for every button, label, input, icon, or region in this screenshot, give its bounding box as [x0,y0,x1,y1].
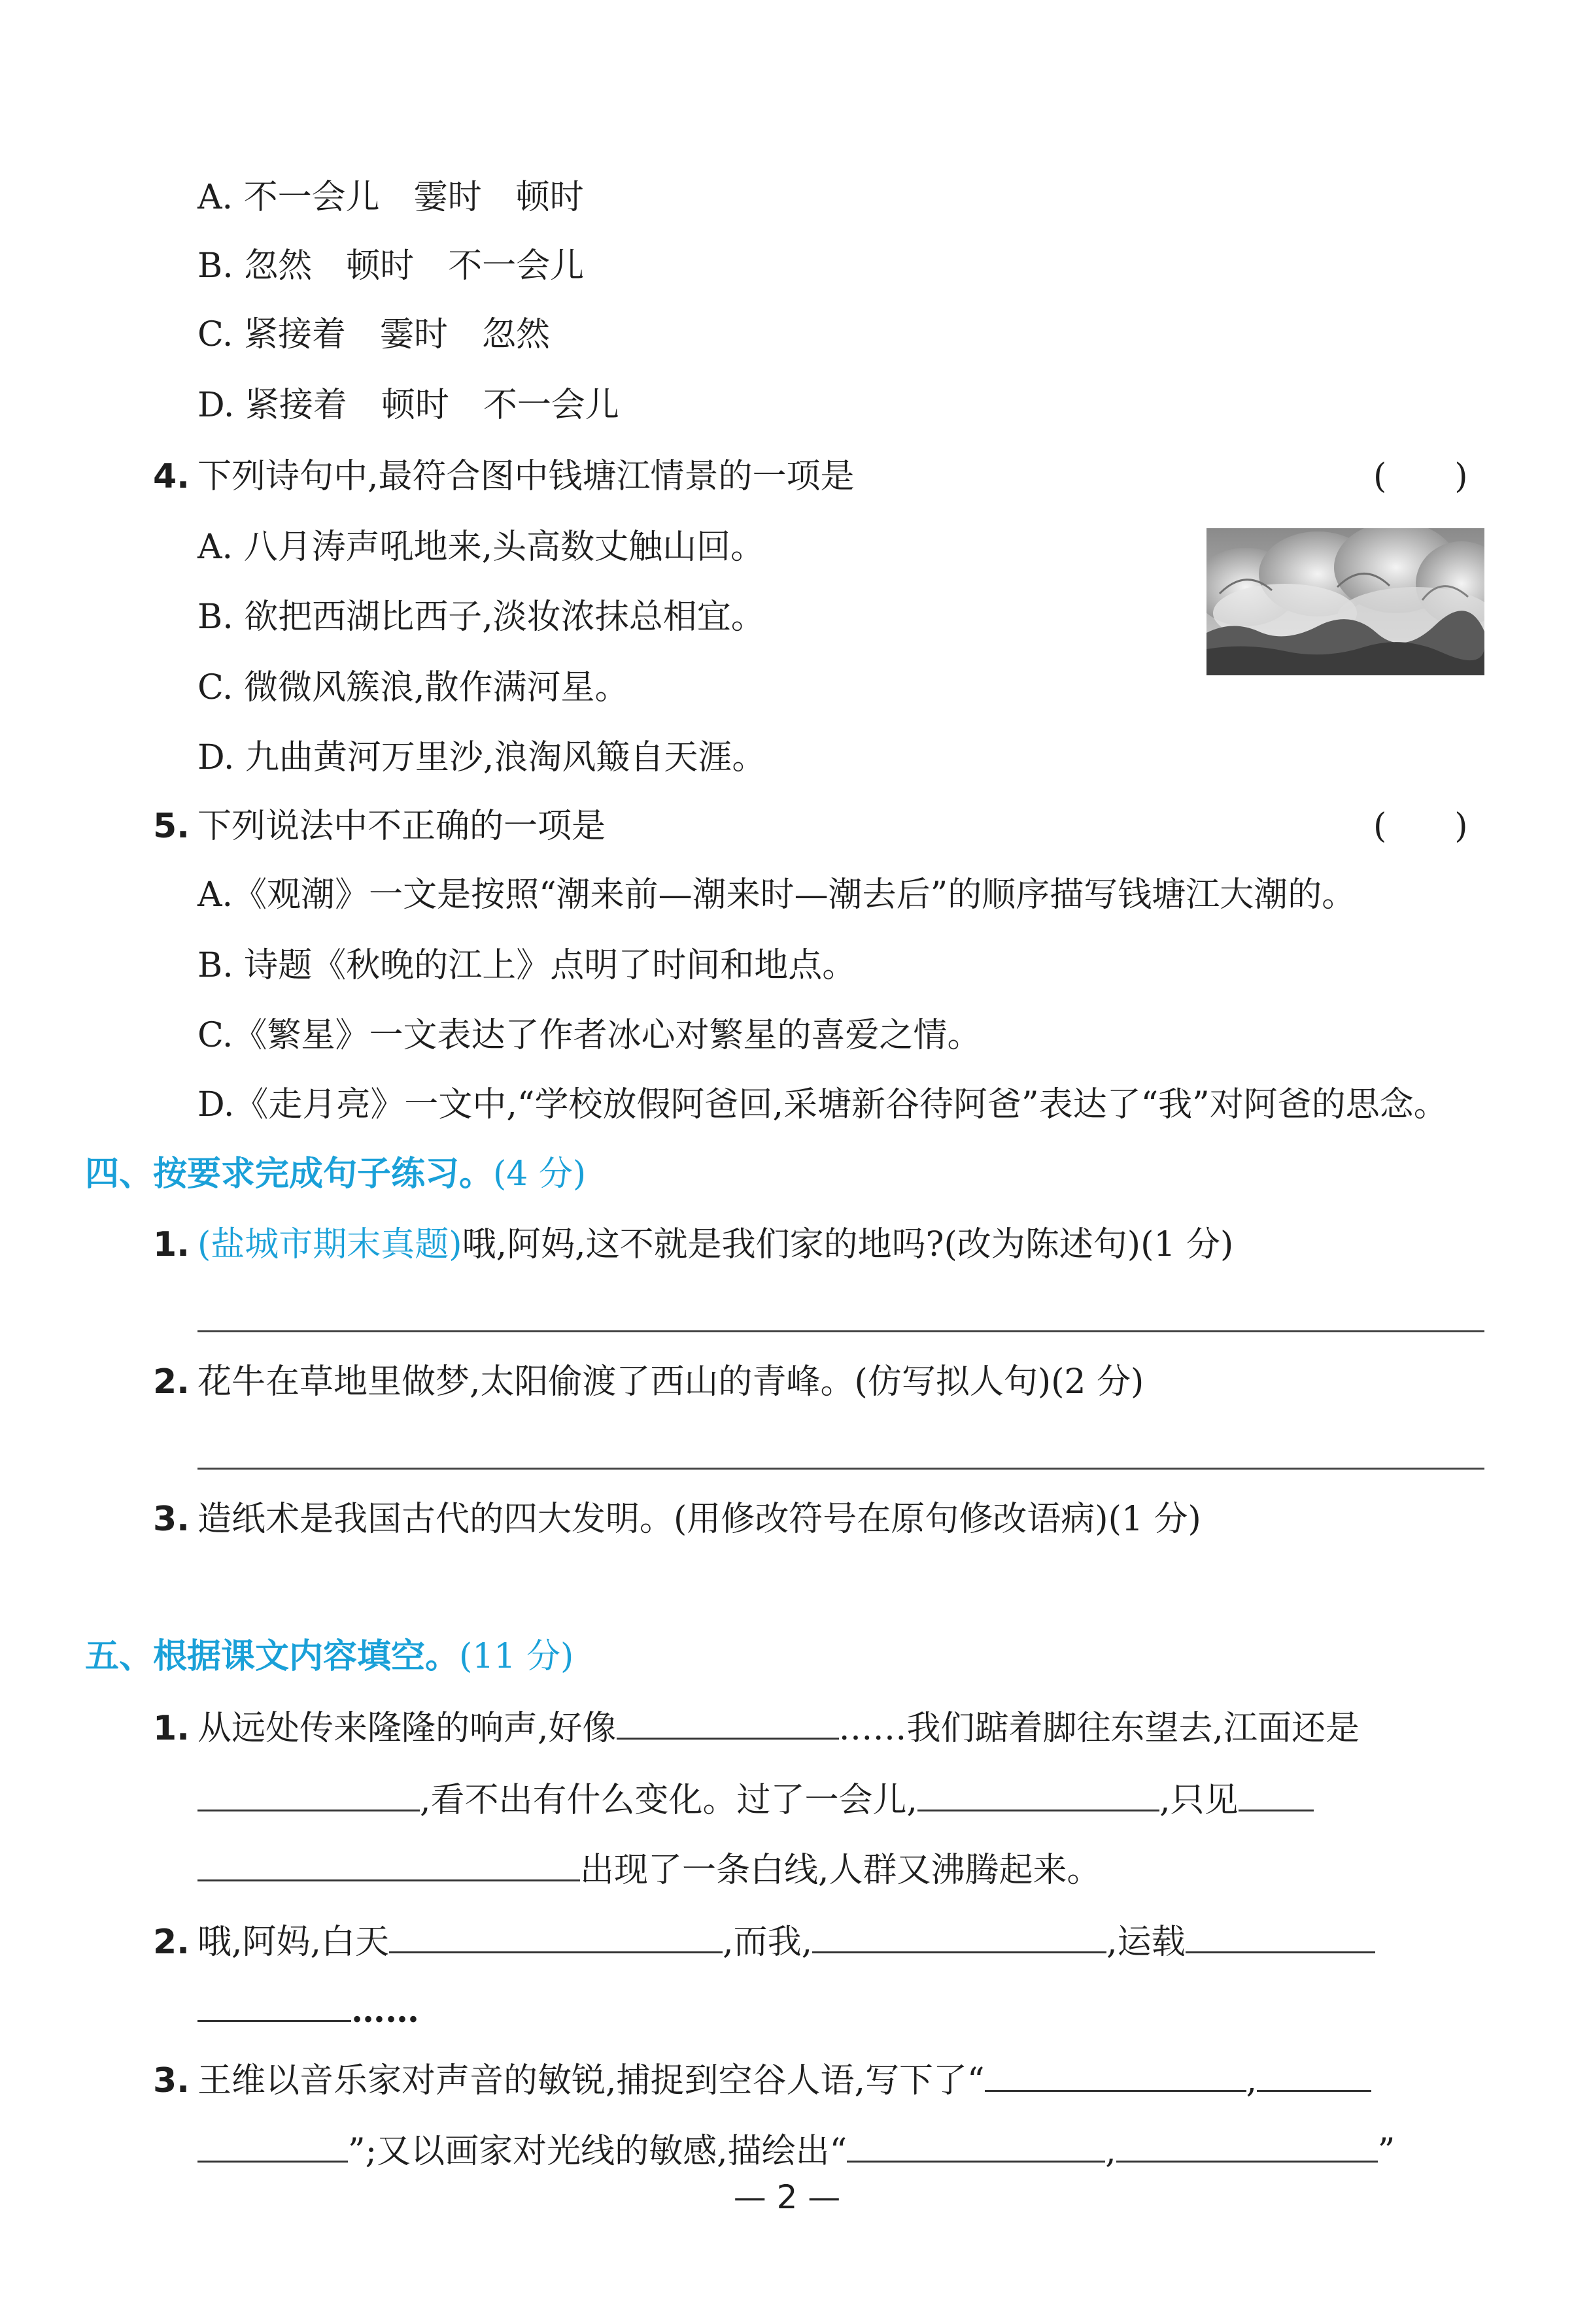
sec5-q2-blank-3b[interactable] [197,1987,351,2022]
sec5-q3-close-quote: ” [1377,2132,1395,2171]
q5-answer-paren[interactable]: ( ) [1373,807,1468,846]
q3-option-a: A. 不一会儿 霎时 顿时 [197,178,584,217]
sec5-q2-number: 2. [153,1923,190,1962]
sec5-q1-blank-3[interactable] [917,1777,1159,1811]
sec5-q1-line1 [153,1705,1360,1749]
page-number: — 2 — [733,2178,841,2216]
sec5-q2-text-2: ,而我, [723,1923,813,1962]
sec4-item-1-text: 哦,阿妈,这不就是我们家的地吗?(改为陈述句)(1 分) [462,1225,1234,1264]
q5-option-a: A.《观潮》一文是按照“潮来前—潮来时—潮去后”的顺序描写钱塘江大潮的。 [197,875,1356,915]
q4-text: 下列诗句中,最符合图中钱塘江情景的一项是 [197,457,855,496]
sec5-q3-blank-3[interactable] [847,2128,1105,2163]
q3-option-b: B. 忽然 顿时 不一会儿 [197,246,585,286]
tide-wave-image [1206,528,1484,675]
sec5-q1-blank-4a[interactable] [1239,1777,1314,1811]
section-5-heading [85,1636,573,1677]
sec5-q3-blank-1[interactable] [985,2057,1246,2092]
q5-option-b: B. 诗题《秋晚的江上》点明了时间和地点。 [197,946,857,985]
section-4-heading [85,1153,586,1195]
sec4-item-1 [153,1224,1233,1266]
sec5-q1-line3 [197,1847,1101,1891]
sec5-q1-text-2: ……我们踮着脚往东望去,江面还是 [838,1709,1360,1748]
q3-option-c: C. 紧接着 霎时 忽然 [197,315,550,354]
section-5-title: 五、根据课文内容填空。 [85,1637,460,1676]
sec5-q3-comma-1: , [1246,2061,1257,2100]
q4-answer-paren[interactable]: ( ) [1373,457,1468,496]
sec5-q2-blank-1[interactable] [389,1919,723,1953]
q3-option-d: D. 紧接着 顿时 不一会儿 [197,386,619,425]
sec5-q1-text-5: 出现了一条白线,人群又沸腾起来。 [580,1851,1101,1890]
q4-number: 4. [153,457,190,496]
sec5-q3-blank-4[interactable] [1116,2128,1378,2163]
sec5-q3-text-3: ”;又以画家对光线的敏感,描绘出“ [348,2132,847,2171]
sec4-item-2-number: 2. [153,1362,190,1402]
q5-stem [153,805,606,847]
sec5-q3-comma-2: , [1105,2132,1116,2171]
sec5-q1-blank-1[interactable] [617,1705,839,1740]
sec4-item-3-number: 3. [153,1500,190,1539]
sec4-item-3-text: 造纸术是我国古代的四大发明。(用修改符号在原句修改语病)(1 分) [197,1500,1201,1539]
sec5-q2-text-1: 哦,阿妈,白天 [197,1923,390,1962]
sec5-q3-line2 [197,2128,1395,2172]
q5-number: 5. [153,807,190,846]
section-4-points: (4 分) [493,1154,587,1194]
sec5-q2-blank-3a[interactable] [1186,1919,1375,1953]
sec5-q3-number: 3. [153,2061,190,2100]
sec5-q1-text-1: 从远处传来隆隆的响声,好像 [197,1709,617,1748]
sec4-item-3 [153,1498,1201,1540]
sec4-item-1-source: (盐城市期末真题) [197,1225,462,1264]
sec5-q3-text-1: 王维以音乐家对声音的敏锐,捕捉到空谷人语,写下了“ [197,2061,985,2100]
sec5-q2-ellipsis: …… [351,1991,419,2030]
sec4-item-2-text: 花牛在草地里做梦,太阳偷渡了西山的青峰。(仿写拟人句)(2 分) [197,1362,1144,1402]
sec5-q1-line2 [197,1777,1314,1821]
sec5-q3-line1 [153,2057,1371,2102]
sec5-q2-text-3: ,运载 [1106,1923,1186,1962]
q5-option-d: D.《走月亮》一文中,“学校放假阿爸回,采塘新谷待阿爸”表达了“我”对阿爸的思念。 [197,1085,1448,1124]
sec5-q2-line2 [197,1987,419,2032]
q4-option-d: D. 九曲黄河万里沙,浪淘风簸自天涯。 [197,738,766,777]
q4-option-c: C. 微微风簇浪,散作满河星。 [197,668,629,707]
sec5-q3-blank-2b[interactable] [197,2128,348,2163]
sec5-q1-blank-2[interactable] [197,1777,420,1811]
sec5-q1-text-3: ,看不出有什么变化。过了一会儿, [420,1781,918,1820]
sec5-q2-blank-2[interactable] [812,1919,1106,1953]
sec4-item-1-answer-line[interactable] [197,1330,1484,1332]
sec4-item-2-answer-line[interactable] [197,1468,1484,1470]
section-4-title: 四、按要求完成句子练习。 [85,1154,494,1194]
section-5-points: (11 分) [459,1637,574,1676]
sec5-q1-text-4: ,只见 [1159,1781,1239,1820]
sec4-item-1-number: 1. [153,1225,190,1264]
tide-photo [1206,528,1484,675]
q4-option-b: B. 欲把西湖比西子,淡妆浓抹总相宜。 [197,598,765,637]
sec5-q3-blank-2a[interactable] [1257,2057,1371,2092]
q4-option-a: A. 八月涛声吼地来,头高数丈触山回。 [197,528,765,567]
sec5-q2-line1 [153,1919,1375,1963]
sec5-q1-number: 1. [153,1709,190,1748]
sec5-q1-blank-4b[interactable] [197,1847,580,1881]
sec4-item-2 [153,1361,1144,1403]
q4-stem [153,456,855,497]
q5-text: 下列说法中不正确的一项是 [197,807,606,846]
q5-option-c: C.《繁星》一文表达了作者冰心对繁星的喜爱之情。 [197,1016,982,1055]
